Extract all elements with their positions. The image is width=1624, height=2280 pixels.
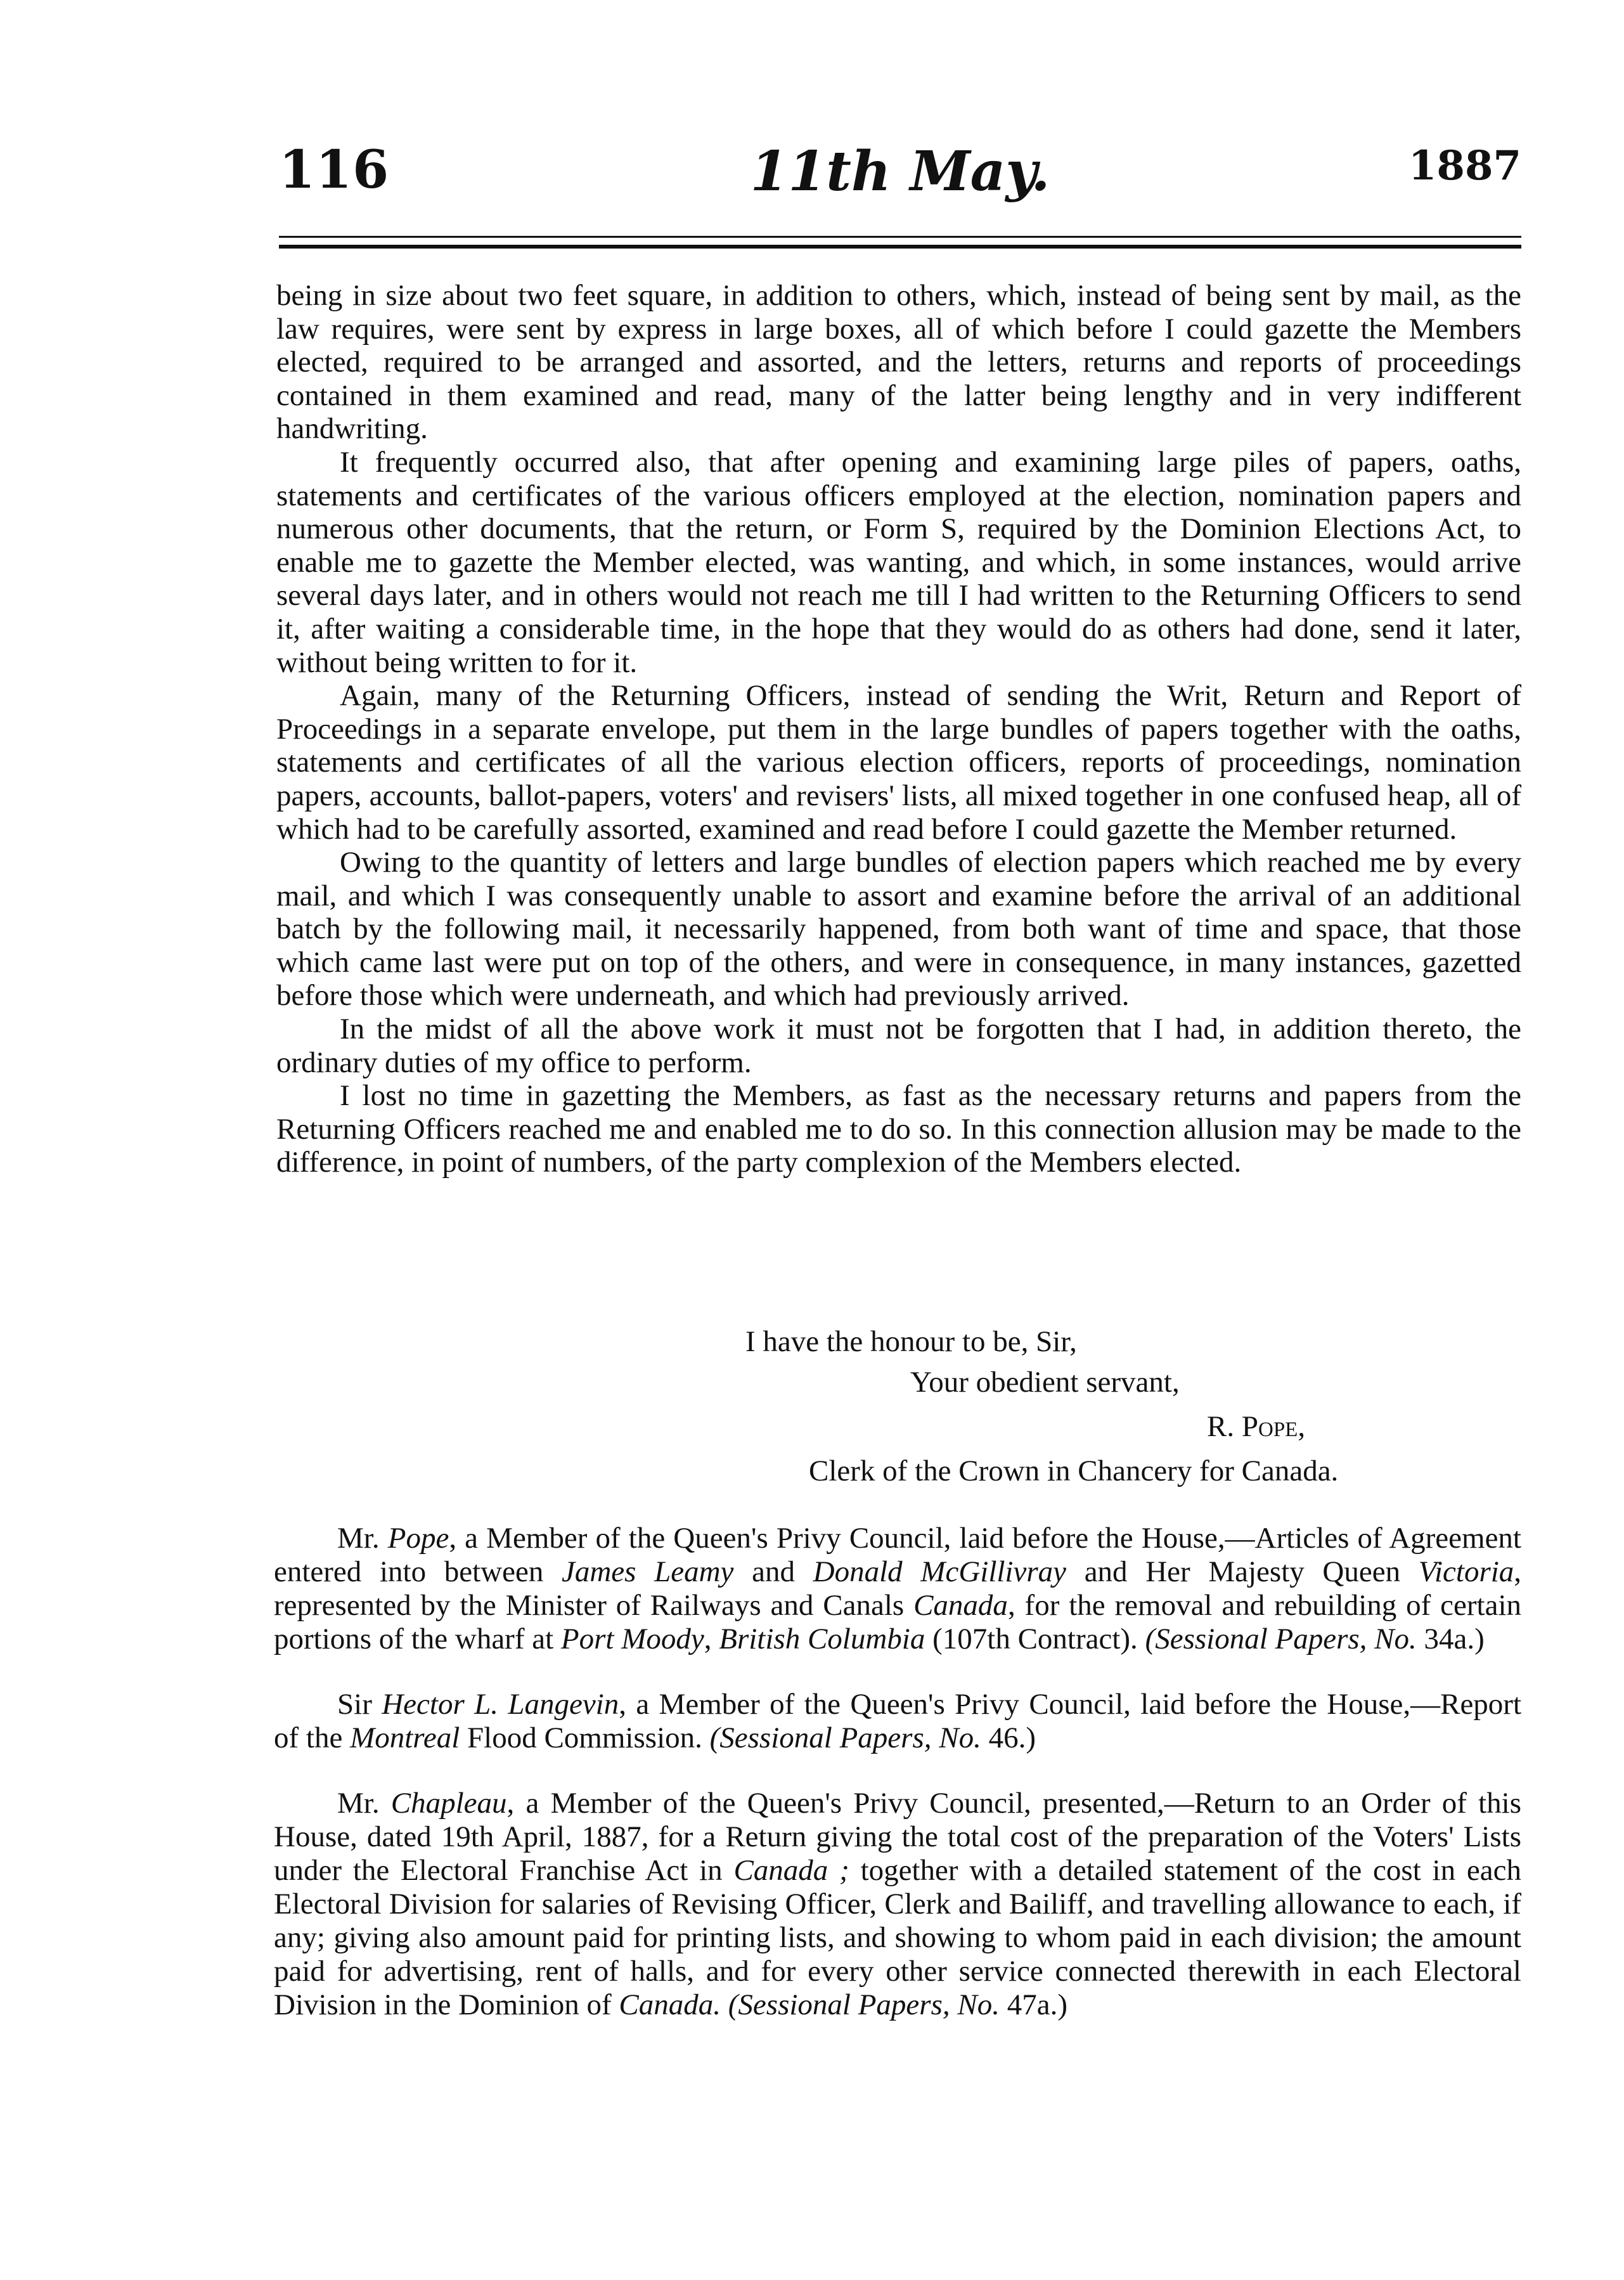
page-header — [279, 139, 1521, 216]
page-number: 116 — [279, 139, 390, 200]
entry-pope: Mr. Pope, a Member of the Queen's Privy Council, laid before the House,—Articles of Agreement entered into between James Leamy and Donald McGillivray and Her Majesty Queen Victoria, represented by the Minister of Railways and Canals Canada, for the removal and rebuilding of certain portions of the wharf at Port Moody, British Columbia (107th Contract). (Sessional Papers, No. 34a.) — [274, 1522, 1522, 1655]
signer-surname: Pope, — [1241, 1410, 1306, 1443]
signer-initial: R. — [1207, 1410, 1235, 1443]
paragraph: being in size about two feet square, in addition to others, which, instead of being sent by mail, as the law requires, were sent by express in large boxes, all of which before I could gazette the Members elected, required to be arranged and assorted, and the letters, returns and reports of proceedings contained in them examined and read, many of the latter being lengthy and in very indifferent handwriting. — [276, 279, 1521, 446]
paragraph: I lost no time in gazetting the Members, as fast as the necessary returns and papers from the Returning Officers reached me and enabled me to do so. In this connection allusion may be made to the difference, in point of numbers, of the party complexion of the Members elected. — [276, 1079, 1521, 1179]
signer-title: Clerk of the Crown in Chancery for Canada. — [809, 1454, 1339, 1487]
paragraph: It frequently occurred also, that after opening and examining large piles of papers, oaths, statements and certificates of the various officers employed at the election, nomination papers and numerous other documents, that the return, or Form S, required by the Dominion Elections Act, to enable me to gazette the Member elected, was wanting, and which, in some instances, would arrive several days later, and in others would not reach me till I had written to the Returning Officers to send it, after waiting a considerable time, in the hope that they would do as others had done, send it later, without being written to for it. — [276, 445, 1521, 679]
letter-closing — [276, 1324, 1521, 1489]
header-rule-thin — [279, 236, 1521, 238]
closing-salutation: I have the honour to be, Sir, — [745, 1325, 1077, 1358]
header-rule-thick — [279, 245, 1521, 249]
signer-name — [276, 1409, 1521, 1444]
year: 1887 — [1408, 142, 1521, 190]
running-title: 11th May. — [750, 139, 1050, 204]
journal-entries — [274, 1522, 1521, 2054]
paragraph: In the midst of all the above work it must not be forgotten that I had, in addition thereto, the ordinary duties of my office to perform. — [276, 1013, 1521, 1079]
paragraph: Again, many of the Returning Officers, instead of sending the Writ, Return and Report of Proceedings in a separate envelope, put them in the large bundles of papers together with the oaths, statements and certificates of all the various election officers, reports of proceedings, nomination papers, accounts, ballot-papers, voters' and revisers' lists, all mixed together in one confused heap, all of which had to be carefully assorted, examined and read before I could gazette the Member returned. — [276, 679, 1521, 846]
closing-servant: Your obedient servant, — [910, 1366, 1180, 1399]
paragraph: Owing to the quantity of letters and large bundles of election papers which reached me by every mail, and which I was consequently unable to assort and examine before the arrival of an additional batch by the following mail, it necessarily happened, from both want of time and space, that those which came last were put on top of the others, and were in consequence, in many instances, gazetted before those which were underneath, and which had previously arrived. — [276, 846, 1521, 1013]
entry-chapleau: Mr. Chapleau, a Member of the Queen's Privy Council, presented,—Return to an Order of this House, dated 19th April, 1887, for a Return giving the total cost of the preparation of the Voters' Lists under the Electoral Franchise Act in Canada ; together with a detailed statement of the cost in each Electoral Division for salaries of Revising Officer, Clerk and Bailiff, and travelling allowance to each, if any; giving also amount paid for printing lists, and showing to whom paid in each division; the amount paid for advertising, rent of halls, and for every other service connected therewith in each Electoral Division in the Dominion of Canada. (Sessional Papers, No. 47a.) — [274, 1787, 1522, 2021]
letter-body — [276, 279, 1521, 1179]
entry-langevin: Sir Hector L. Langevin, a Member of the Queen's Privy Council, laid before the House,—Report of the Montreal Flood Commission. (Sessional Papers, No. 46.) — [274, 1688, 1522, 1754]
